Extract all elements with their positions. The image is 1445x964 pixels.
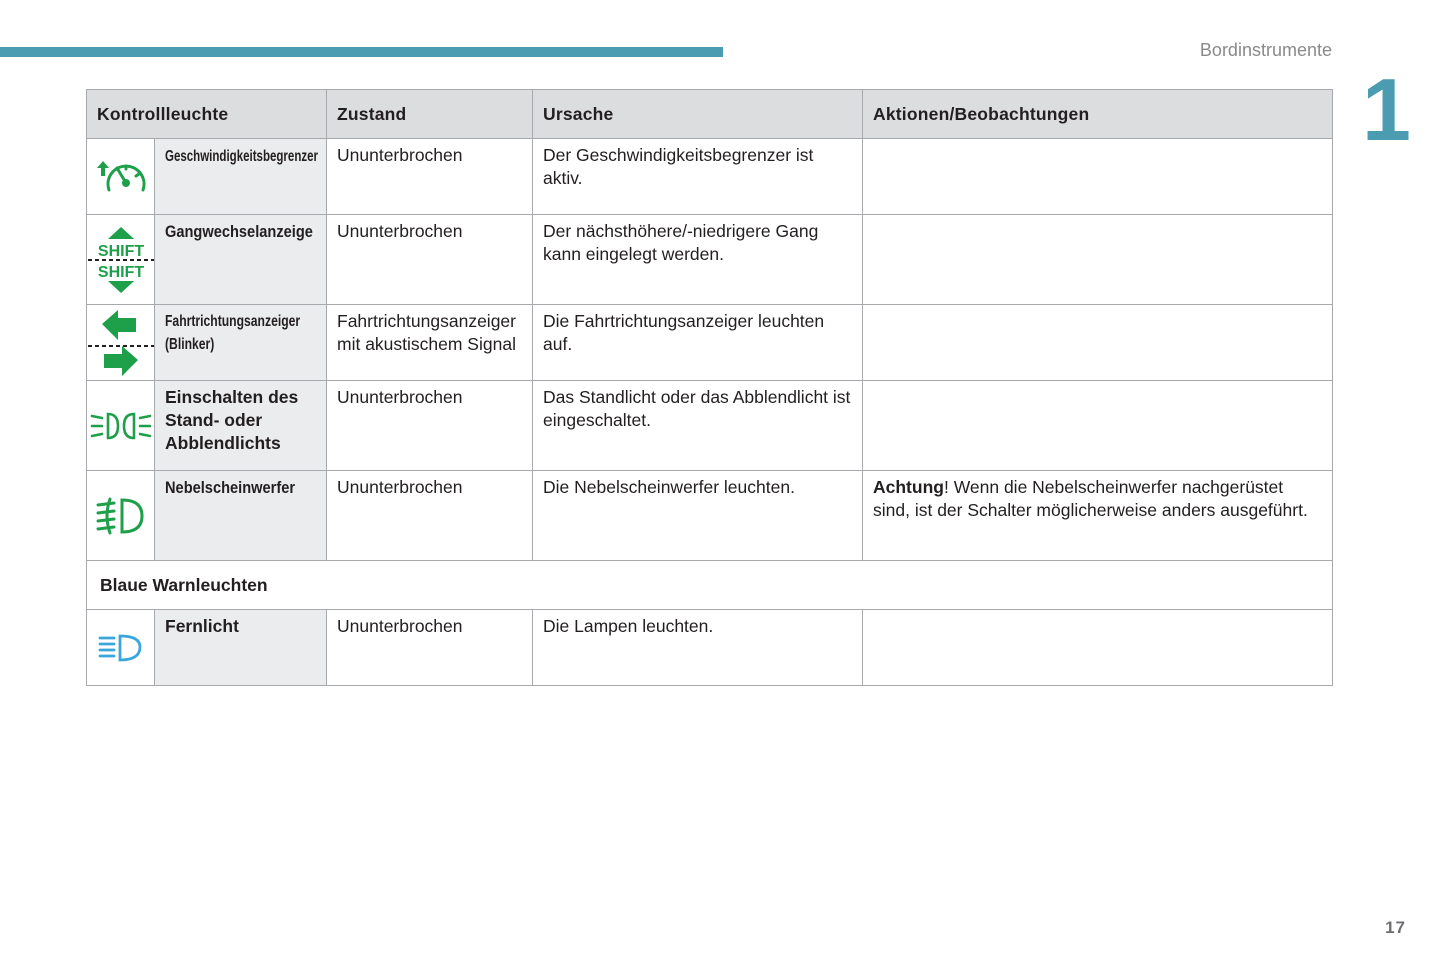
warning-action [863,215,1333,305]
section-row [87,561,1333,610]
warning-cause: Die Nebelscheinwerfer leuchten. [533,471,863,561]
section-title: Bordinstrumente [1199,40,1332,60]
warning-state: Ununterbrochen [327,215,533,305]
header-kontrollleuchte: Kontrollleuchte [87,90,327,139]
svg-text:SHIFT: SHIFT [97,242,144,260]
table-row [87,215,1333,305]
header-accent-bar [0,47,723,57]
icon-cell [87,381,155,471]
warning-cause: Die Fahrtrichtungsanzeiger leuchten auf. [533,305,863,381]
warning-name: Nebelscheinwerfer [155,471,327,561]
header-zustand: Zustand [327,90,533,139]
warning-name-line2: (Blinker) [165,336,215,353]
warning-action [863,471,1333,561]
warning-name: Fernlicht [155,610,327,686]
warning-action-text: ! Wenn die Nebelscheinwerfer nachgerüstet sind, ist der Schalter möglicherweise anders ausgeführt. [873,477,1308,520]
header-ursache: Ursache [533,90,863,139]
warning-action [863,305,1333,381]
icon-cell [87,610,155,686]
table-row [87,139,1333,215]
section-label: Blaue Warnleuchten [87,561,1333,610]
warning-name [155,305,327,381]
turn-signal-arrows-icon [88,308,154,378]
warning-action-bold: Achtung [873,477,944,497]
page-number: 17 [1385,918,1406,937]
warning-cause: Das Standlicht oder das Abblendlicht ist eingeschaltet. [533,381,863,471]
warning-action [863,610,1333,686]
svg-text:SHIFT: SHIFT [97,263,144,281]
icon-cell [87,471,155,561]
warning-name: Einschalten des Stand- oder Abblendlichts [155,381,327,471]
warning-state: Ununterbrochen [327,139,533,215]
table-row [87,305,1333,381]
warning-cause: Der Geschwindigkeitsbegrenzer ist aktiv. [533,139,863,215]
icon-cell [87,139,155,215]
warning-state: Ununterbrochen [327,610,533,686]
warning-state: Fahrtrichtungsanzeiger mit akustischem Signal [327,305,533,381]
header-aktionen: Aktionen/Beobachtungen [863,90,1333,139]
warning-name: Geschwindigkeitsbegrenzer [155,139,327,215]
table-row [87,610,1333,686]
warning-state: Ununterbrochen [327,381,533,471]
warning-action [863,381,1333,471]
high-beam-icon [96,632,146,664]
table-row [87,471,1333,561]
warning-cause: Die Lampen leuchten. [533,610,863,686]
warning-name-line1: Fahrtrichtungsanzeiger [165,313,301,330]
icon-cell [87,305,155,381]
icon-cell [87,215,155,305]
fog-light-icon [94,495,148,537]
warning-lights-table [86,89,1333,686]
sidelights-low-beam-icon [90,408,152,444]
gear-shift-indicator-icon [88,225,154,295]
table-row [87,381,1333,471]
warning-state: Ununterbrochen [327,471,533,561]
speed-limiter-icon [93,154,149,200]
table-header-row [87,90,1333,139]
chapter-number: 1 [1362,60,1411,159]
warning-cause: Der nächsthöhere/-niedrigere Gang kann eingelegt werden. [533,215,863,305]
warning-name: Gangwechselanzeige [155,215,327,305]
warning-action [863,139,1333,215]
